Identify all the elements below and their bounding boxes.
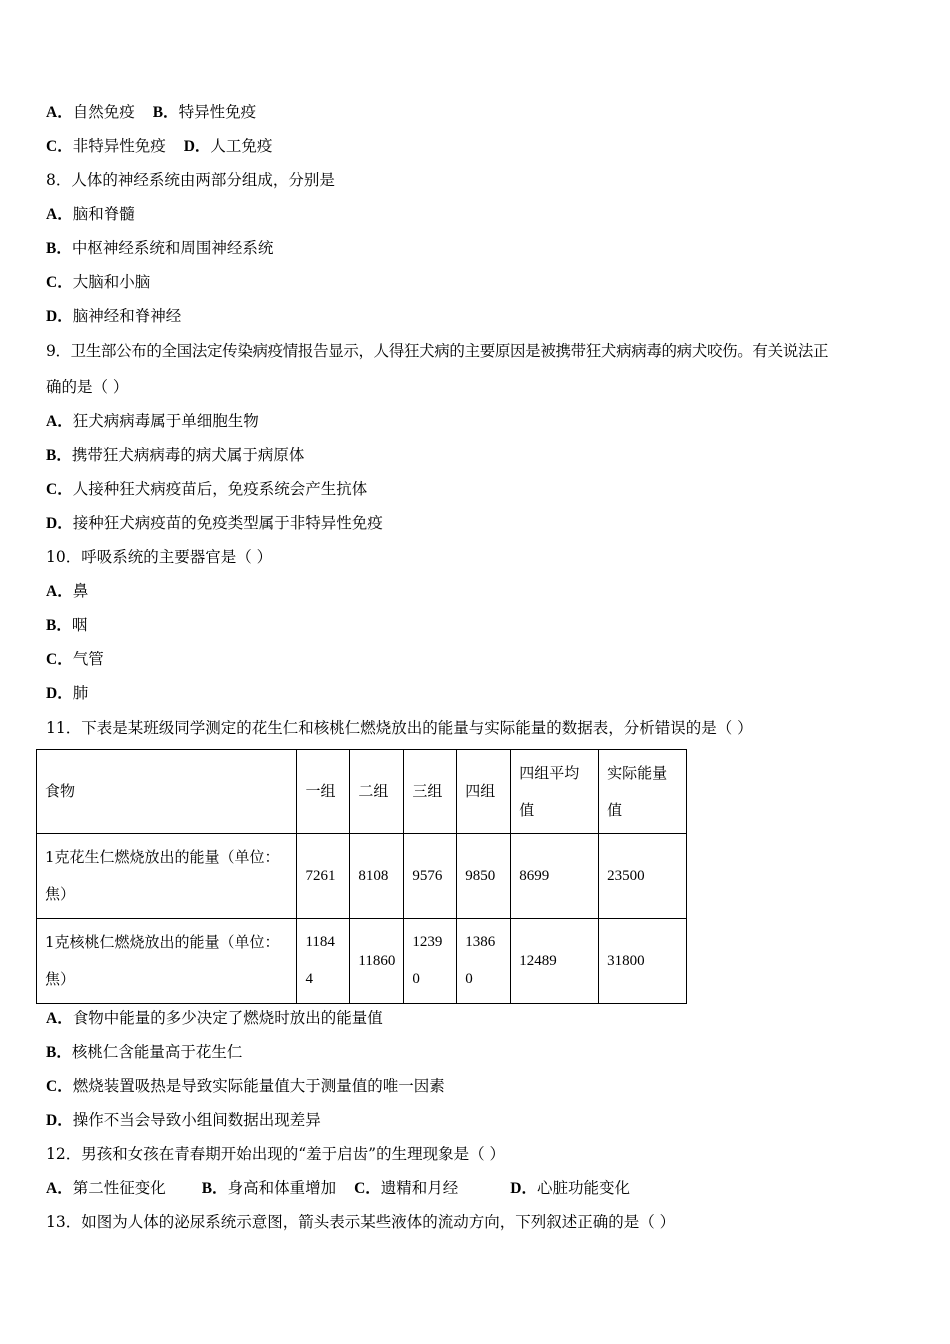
option-text: 身高和体重增加 — [227, 1179, 337, 1197]
table-cell: 12390 — [404, 919, 457, 1004]
table-header-cell: 三组 — [404, 750, 457, 834]
option-letter: A． — [46, 206, 73, 223]
option-letter: C． — [46, 274, 73, 291]
q11-option-a — [46, 1008, 383, 1029]
q11-stem: 11．下表是某班级同学测定的花生仁和核桃仁燃烧放出的能量与实际能量的数据表，分析错误的是（ ） — [46, 719, 753, 737]
option-letter: D． — [46, 308, 73, 325]
q7-options-row-2 — [46, 136, 272, 157]
option-letter: A． — [46, 104, 73, 121]
table-cell: 23500 — [599, 834, 687, 919]
option-letter: D． — [46, 1112, 73, 1129]
q9-option-c — [46, 479, 367, 500]
option-text: 操作不当会导致小组间数据出现差异 — [72, 1111, 321, 1129]
option-letter: A． — [46, 583, 73, 600]
table-row — [37, 834, 687, 919]
q11-option-d — [46, 1110, 321, 1131]
option-text: 脑神经和脊神经 — [72, 307, 182, 325]
option-letter: D． — [46, 515, 73, 532]
option-letter: B． — [46, 447, 72, 464]
option-letter: D． — [46, 685, 73, 702]
q10-option-d — [46, 683, 88, 704]
option-letter: B． — [46, 617, 72, 634]
option-text: 食物中能量的多少决定了燃烧时放出的能量值 — [72, 1009, 383, 1027]
q10-option-a — [46, 581, 88, 602]
table-header-row — [37, 750, 687, 834]
q9-stem-line1: 9．卫生部公布的全国法定传染病疫情报告显示，人得狂犬病的主要原因是被携带狂犬病病毒的病犬咬伤。有关说法正 — [46, 342, 829, 360]
option-text: 自然免疫 — [72, 103, 135, 121]
energy-data-table — [36, 749, 687, 1004]
table-cell: 9576 — [404, 834, 457, 919]
q8-stem: 8．人体的神经系统由两部分组成，分别是 — [46, 171, 335, 189]
option-letter: B． — [46, 1044, 72, 1061]
table-cell: 8699 — [511, 834, 599, 919]
table-cell: 31800 — [599, 919, 687, 1004]
option-text: 鼻 — [72, 582, 89, 600]
q8-option-d — [46, 306, 181, 327]
table-header-cell: 二组 — [350, 750, 404, 834]
table-header-cell: 食物 — [37, 750, 297, 834]
q10-stem: 10．呼吸系统的主要器官是（ ） — [46, 548, 273, 566]
table-header-cell: 四组 — [457, 750, 511, 834]
option-text: 非特异性免疫 — [72, 137, 166, 155]
option-text: 大脑和小脑 — [72, 273, 151, 291]
option-letter: B． — [201, 1180, 228, 1197]
option-letter: A． — [46, 1180, 73, 1197]
q9-stem-line2: 确的是（ ） — [46, 378, 129, 396]
option-letter: A． — [46, 1010, 73, 1027]
q10-option-b — [46, 615, 87, 636]
q11-option-c — [46, 1076, 445, 1097]
table-cell: 8108 — [350, 834, 404, 919]
q9-option-d — [46, 513, 383, 534]
option-text: 气管 — [72, 650, 104, 668]
option-text: 核桃仁含能量高于花生仁 — [71, 1043, 243, 1061]
q7-options-row-1 — [46, 102, 256, 123]
q8-option-a — [46, 204, 135, 225]
table-cell: 1克核桃仁燃烧放出的能量（单位：焦） — [37, 919, 297, 1004]
table-cell: 1克花生仁燃烧放出的能量（单位：焦） — [37, 834, 297, 919]
option-letter: C． — [46, 138, 73, 155]
q12-stem: 12．男孩和女孩在青春期开始出现的“羞于启齿”的生理现象是（ ） — [46, 1145, 506, 1163]
q9-option-a — [46, 411, 259, 432]
option-text: 遗精和月经 — [380, 1179, 459, 1197]
q10-option-c — [46, 649, 104, 670]
table-cell: 11860 — [350, 919, 404, 1004]
option-text: 燃烧装置吸热是导致实际能量值大于测量值的唯一因素 — [72, 1077, 445, 1095]
option-text: 脑和脊髓 — [72, 205, 135, 223]
option-letter: D． — [510, 1180, 537, 1197]
table-cell: 13860 — [457, 919, 511, 1004]
table-row — [37, 919, 687, 1004]
q8-option-b — [46, 238, 273, 259]
table-cell: 11844 — [297, 919, 350, 1004]
q9-option-b — [46, 445, 304, 466]
option-text: 接种狂犬病疫苗的免疫类型属于非特异性免疫 — [72, 514, 383, 532]
option-text: 心脏功能变化 — [537, 1179, 631, 1197]
option-text: 中枢神经系统和周围神经系统 — [71, 239, 274, 257]
table-cell: 9850 — [457, 834, 511, 919]
q13-stem: 13．如图为人体的泌尿系统示意图，箭头表示某些液体的流动方向，下列叙述正确的是（ ） — [46, 1213, 676, 1231]
option-letter: B． — [152, 104, 179, 121]
option-text: 咽 — [71, 616, 88, 634]
q8-option-c — [46, 272, 150, 293]
table-cell: 7261 — [297, 834, 350, 919]
option-letter: C． — [354, 1180, 381, 1197]
option-text: 携带狂犬病病毒的病犬属于病原体 — [71, 446, 305, 464]
option-text: 第二性征变化 — [72, 1179, 166, 1197]
table-header-cell: 一组 — [297, 750, 350, 834]
option-letter: A． — [46, 413, 73, 430]
option-text: 肺 — [72, 684, 89, 702]
option-letter: C． — [46, 481, 73, 498]
option-letter: C． — [46, 1078, 73, 1095]
q12-options-row — [46, 1178, 630, 1199]
table-header-cell: 实际能量值 — [599, 750, 687, 834]
option-letter: D． — [183, 138, 211, 155]
option-text: 人接种狂犬病疫苗后，免疫系统会产生抗体 — [72, 480, 368, 498]
q11-option-b — [46, 1042, 242, 1063]
option-text: 狂犬病病毒属于单细胞生物 — [72, 412, 259, 430]
option-text: 人工免疫 — [210, 137, 273, 155]
table-header-cell: 四组平均值 — [511, 750, 599, 834]
option-letter: C． — [46, 651, 73, 668]
option-text: 特异性免疫 — [178, 103, 257, 121]
table-cell: 12489 — [511, 919, 599, 1004]
option-letter: B． — [46, 240, 72, 257]
